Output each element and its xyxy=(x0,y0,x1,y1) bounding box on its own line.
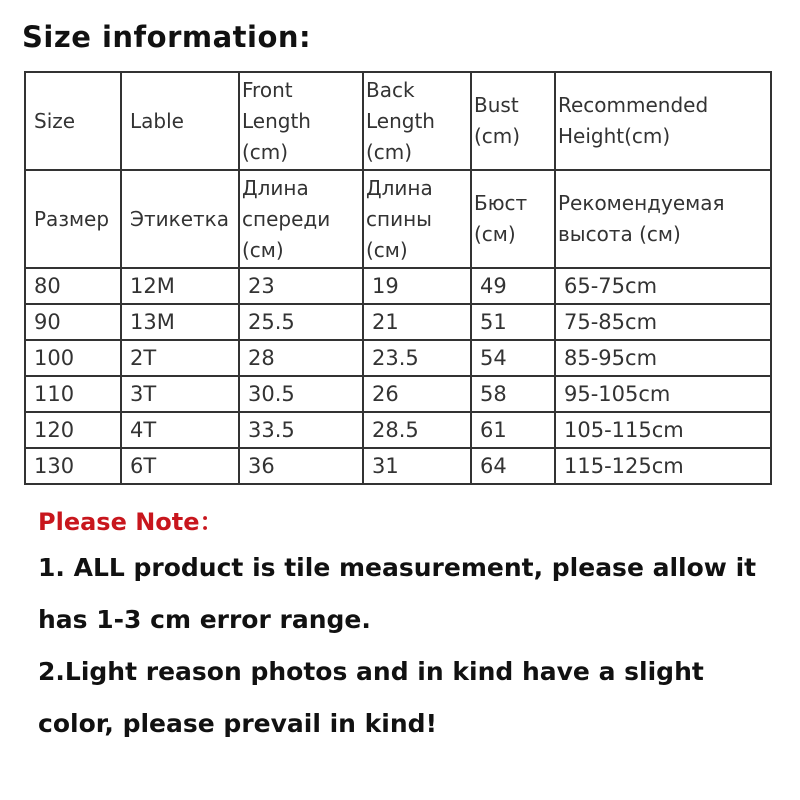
cell-label: 12M xyxy=(121,268,239,304)
cell-back-length: 23.5 xyxy=(363,340,471,376)
cell-bust: 49 xyxy=(471,268,555,304)
size-table xyxy=(24,71,772,485)
cell-bust: 54 xyxy=(471,340,555,376)
table-row xyxy=(25,304,771,340)
cell-front-length: 36 xyxy=(239,448,363,484)
table-row xyxy=(25,448,771,484)
table-row xyxy=(25,340,771,376)
table-row xyxy=(25,412,771,448)
cell-back-length: 28.5 xyxy=(363,412,471,448)
cell-back-length: 26 xyxy=(363,376,471,412)
note-line-2: has 1-3 cm error range. xyxy=(38,605,371,634)
cell-bust: Бюст (см) xyxy=(471,170,555,268)
cell-back-length: 31 xyxy=(363,448,471,484)
header-row-russian xyxy=(25,170,771,268)
page-title: Size information: xyxy=(22,20,312,54)
cell-label: 3T xyxy=(121,376,239,412)
cell-size: 90 xyxy=(25,304,121,340)
cell-size: 130 xyxy=(25,448,121,484)
cell-front-length: 25.5 xyxy=(239,304,363,340)
cell-label: 4T xyxy=(121,412,239,448)
note-heading: Please Note： xyxy=(38,508,224,536)
cell-size: 120 xyxy=(25,412,121,448)
cell-bust: 61 xyxy=(471,412,555,448)
cell-size: Size xyxy=(25,72,121,170)
note-line-1: 1. ALL product is tile measurement, please allow it xyxy=(38,553,757,582)
cell-recommended-height: Recommended Height(cm) xyxy=(555,72,771,170)
note-line-4: color, please prevail in kind! xyxy=(38,709,437,738)
cell-size: 110 xyxy=(25,376,121,412)
cell-label: 6T xyxy=(121,448,239,484)
note-line-3: 2.Light reason photos and in kind have a slight xyxy=(38,657,704,686)
cell-label: 13M xyxy=(121,304,239,340)
cell-size: 100 xyxy=(25,340,121,376)
cell-recommended-height: 65-75cm xyxy=(555,268,771,304)
cell-front-length: 30.5 xyxy=(239,376,363,412)
cell-recommended-height: 115-125cm xyxy=(555,448,771,484)
cell-size: 80 xyxy=(25,268,121,304)
cell-front-length: 28 xyxy=(239,340,363,376)
cell-label: Lable xyxy=(121,72,239,170)
cell-back-length: Длина спины (см) xyxy=(363,170,471,268)
cell-recommended-height: 95-105cm xyxy=(555,376,771,412)
cell-recommended-height: 75-85cm xyxy=(555,304,771,340)
cell-back-length: 19 xyxy=(363,268,471,304)
cell-label: Этикетка xyxy=(121,170,239,268)
cell-bust: Bust (cm) xyxy=(471,72,555,170)
cell-label: 2T xyxy=(121,340,239,376)
table-row xyxy=(25,268,771,304)
cell-bust: 58 xyxy=(471,376,555,412)
cell-size: Размер xyxy=(25,170,121,268)
header-row-english xyxy=(25,72,771,170)
cell-front-length: 33.5 xyxy=(239,412,363,448)
cell-front-length: Длина спереди (см) xyxy=(239,170,363,268)
cell-back-length: Back Length (cm) xyxy=(363,72,471,170)
cell-recommended-height: Рекомендуемая высота (см) xyxy=(555,170,771,268)
cell-recommended-height: 85-95cm xyxy=(555,340,771,376)
cell-back-length: 21 xyxy=(363,304,471,340)
cell-recommended-height: 105-115cm xyxy=(555,412,771,448)
cell-front-length: 23 xyxy=(239,268,363,304)
cell-bust: 51 xyxy=(471,304,555,340)
cell-front-length: Front Length (cm) xyxy=(239,72,363,170)
cell-bust: 64 xyxy=(471,448,555,484)
table-row xyxy=(25,376,771,412)
